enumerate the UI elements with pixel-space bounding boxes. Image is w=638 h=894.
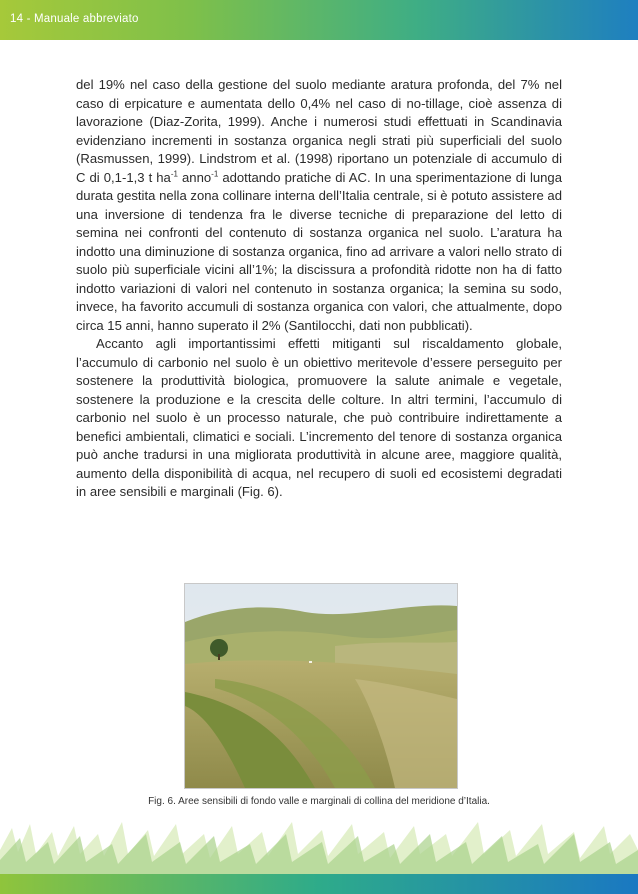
landscape-photo [185, 584, 457, 788]
body-text [76, 76, 562, 502]
paragraph-1 [76, 76, 562, 335]
header-bar [0, 0, 638, 40]
tree-trunk [218, 654, 220, 660]
page-header-title: 14 - Manuale abbreviato [10, 13, 139, 25]
paragraph-2: Accanto agli importantissimi effetti mitiganti sul riscaldamento globale, l’accumulo di carbonio nel suolo è un obiettivo meritevole d’essere perseguito per sostenere la produttività biologica, promuovere la salute animale e vegetale, sostenere la produzione e la crescita delle colture. In altri termini, l’accumulo di carbonio nel suolo è un processo naturale, che può contribuire indirettamente a benefici ambientali, climatici e sociali. L’incremento del tenore di sostanza organica può anche tradursi in una migliorata produttività in alcune aree, maggiore qualità, aumento della disponibilità di acqua, nel recupero di suoli ed ecosistemi degradati in aree sensibili e marginali (Fig. 6). [76, 336, 562, 499]
figure-photo [184, 583, 458, 789]
figure-caption: Fig. 6. Aree sensibili di fondo valle e marginali di collina del meridione d’Italia. [148, 796, 490, 807]
paragraph-1-part-a: del 19% nel caso della gestione del suolo mediante aratura profonda, del 7% nel caso di erpicature e aumentata dello 0,4% nel caso di no-tillage, cioè assenza di lavorazione (Diaz-Zorita, 1999). Anche i numerosi studi effettuati in Scandinavia evidenziano incrementi in sostanza organica negli strati più superficiali del suolo (Rasmussen, 1999). Lindstrom et al. (1998) riportano un potenziale di accumulo di C di 0,1-1,3 t ha [76, 77, 562, 185]
hay-bale [309, 661, 312, 663]
paragraph-1-part-c: adottando pratiche di AC. In una sperimentazione di lunga durata gestita nella zona collinare interna dell’Italia centrale, si è potuto assistere ad una inversione di tendenza fra le diverse tecniche di preparazione del letto di semina nei confronti del contenuto di sostanza organica nel suolo. L’aratura ha indotto una diminuzione di sostanza organica, fino ad arrivare a valori nello strato di suolo più superficiale vicini all’1%; la discissura a profondità ridotte non ha di fatto indotto variazioni di valori nel contenuto in sostanza organica; la semina su sodo, invece, ha favorito accumuli di sostanza organica con valori, che attualmente, dopo circa 15 anni, hanno superato il 2% (Santilocchi, dati non pubblicati). [76, 169, 562, 333]
superscript-2: -1 [211, 169, 219, 179]
paragraph-1-part-b: anno [177, 169, 212, 185]
superscript-1: -1 [170, 169, 178, 179]
footer-grass [0, 820, 638, 874]
footer-bar [0, 874, 638, 894]
